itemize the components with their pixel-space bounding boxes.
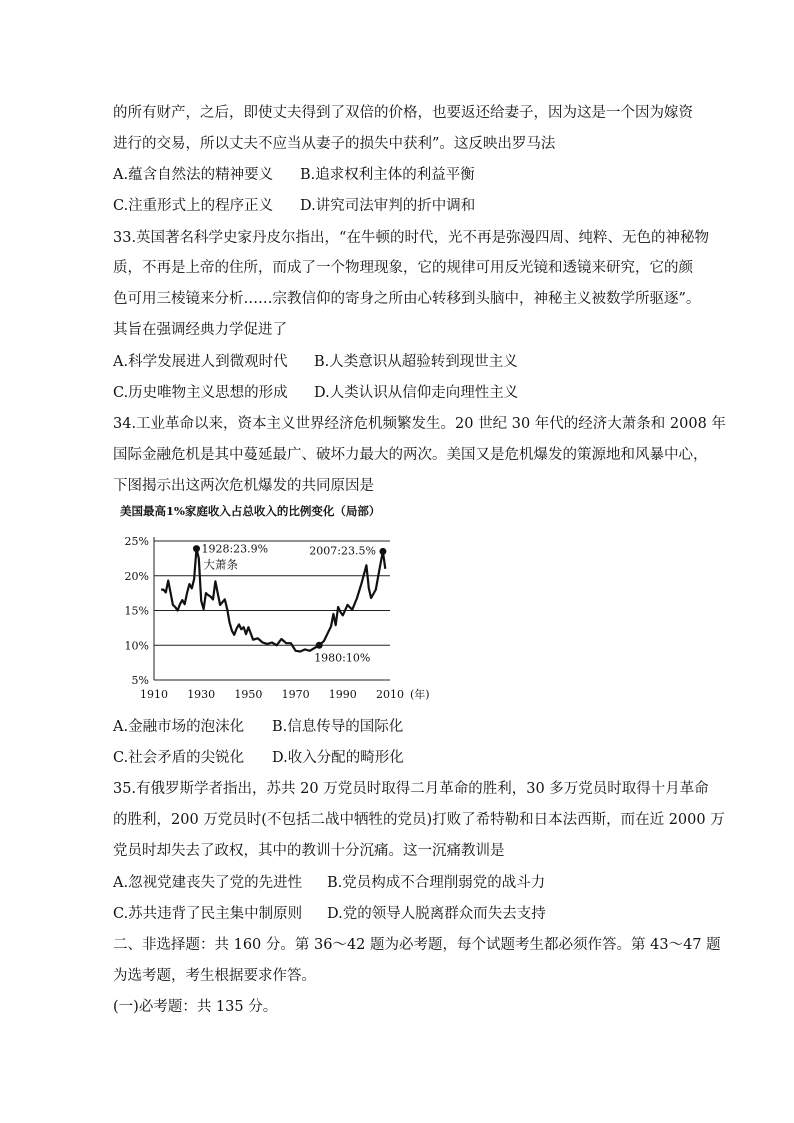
q32-option-c: C.注重形式上的程序正义 <box>113 198 274 214</box>
q34-text-line: 34.工业革命以来，资本主义世界经济危机频繁发生。20 世纪 30 年代的经济大萧条和 2008 年 <box>113 416 726 432</box>
y-tick-label: 5% <box>131 674 149 687</box>
chart-plot <box>113 503 443 708</box>
q34-text-line: 国际金融危机是其中蔓延最广、破坏力最大的两次。美国又是危机爆发的策源地和风暴中心， <box>113 447 708 463</box>
x-tick-label: 1950 <box>234 688 263 701</box>
q33-text-line: 色可用三棱镜来分析……宗教信仰的寄身之所由心转移到头脑中，神秘主义被数学所驱逐”。 <box>113 291 701 307</box>
q35-option-a: A.忽视党建丧失了党的先进性 <box>113 875 303 891</box>
annotation-2007: 2007:23.5% <box>309 544 376 558</box>
annotation-1980: 1980:10% <box>314 651 371 665</box>
q32-option-d: D.讲究司法审判的折中调和 <box>300 198 476 214</box>
q33-text-line: 其旨在强调经典力学促进了 <box>113 322 287 338</box>
peak-2007-point <box>379 548 386 555</box>
q33-option-c: C.历史唯物主义思想的形成 <box>113 385 288 401</box>
income-share-chart <box>113 503 443 708</box>
peak-1928-point <box>193 545 200 552</box>
section2-text-line: 为选考题，考生根据要求作答。 <box>113 968 316 984</box>
q33-option-b: B.人类意识从超验转到现世主义 <box>314 354 518 370</box>
x-tick-label: 1910 <box>140 688 168 701</box>
q34-option-b: B.信息传导的国际化 <box>272 719 404 735</box>
x-tick-label: 1990 <box>328 688 357 701</box>
q34-text-line: 下图揭示出这两次危机爆发的共同原因是 <box>113 478 374 494</box>
y-tick-label: 15% <box>124 604 149 618</box>
x-tick-label: 1930 <box>187 688 216 701</box>
q35-option-c: C.苏共违背了民主集中制原则 <box>113 906 303 922</box>
q34-option-d: D.收入分配的畸形化 <box>272 750 404 766</box>
y-tick-label: 20% <box>124 569 149 583</box>
q35-option-d: D.党的领导人脱离群众而失去支持 <box>327 906 546 922</box>
low-1980-point <box>316 642 323 649</box>
annotation-1928: 1928:23.9% <box>201 542 269 556</box>
q35-text-line: 的胜利，200 万党员时(不包括二战中牺牲的党员)打败了希特勒和日本法西斯，而在近 2000 万 <box>113 812 725 828</box>
y-tick-label: 10% <box>124 639 149 653</box>
x-tick-label: 2010 <box>376 688 404 701</box>
q32-text-line: 进行的交易，所以丈夫不应当从妻子的损失中获利”。这反映出罗马法 <box>113 136 556 152</box>
q34-option-a: A.金融市场的泡沫化 <box>113 719 245 735</box>
chart-title: 美国最高1%家庭收入占总收入的比例变化（局部） <box>120 504 381 518</box>
q35-text-line: 党员时却失去了政权，其中的教训十分沉痛。这一沉痛教训是 <box>113 843 505 859</box>
q32-text-line: 的所有财产，之后，即使丈夫得到了双倍的价格，也要返还给妻子，因为这是一个因为嫁资 <box>113 105 693 121</box>
q34-option-c: C.社会矛盾的尖锐化 <box>113 750 245 766</box>
q33-option-a: A.科学发展进人到微观时代 <box>113 354 288 370</box>
y-tick-label: 25% <box>124 535 149 548</box>
x-axis-unit-label: (年) <box>410 688 430 701</box>
q33-text-line: 质，不再是上帝的住所，而成了一个物理现象，它的规律可用反光镜和透镜来研究，它的颜 <box>113 260 693 276</box>
q33-option-d: D.人类认识从信仰走向理性主义 <box>314 385 519 401</box>
q35-option-b: B.党员构成不合理削弱党的战斗力 <box>327 875 546 891</box>
section2-subheading: (一)必考题：共 135 分。 <box>113 999 278 1015</box>
q35-text-line: 35.有俄罗斯学者指出，苏共 20 万党员时取得二月革命的胜利，30 多万党员时取得十月革命 <box>113 781 709 797</box>
q32-option-b: B.追求权利主体的利益平衡 <box>300 167 475 183</box>
q32-option-a: A.蕴含自然法的精神要义 <box>113 167 274 183</box>
section2-heading-line: 二、非选择题：共 160 分。第 36～42 题为必考题，每个试题考生都必须作答。第 43～47 题 <box>113 937 721 953</box>
annotation-great-depression: 大萧条 <box>203 557 238 572</box>
x-tick-label: 1970 <box>281 688 310 701</box>
q33-text-line: 33.英国著名科学史家丹皮尔指出，“在牛顿的时代，光不再是弥漫四周、纯粹、无色的神秘物 <box>113 230 709 246</box>
